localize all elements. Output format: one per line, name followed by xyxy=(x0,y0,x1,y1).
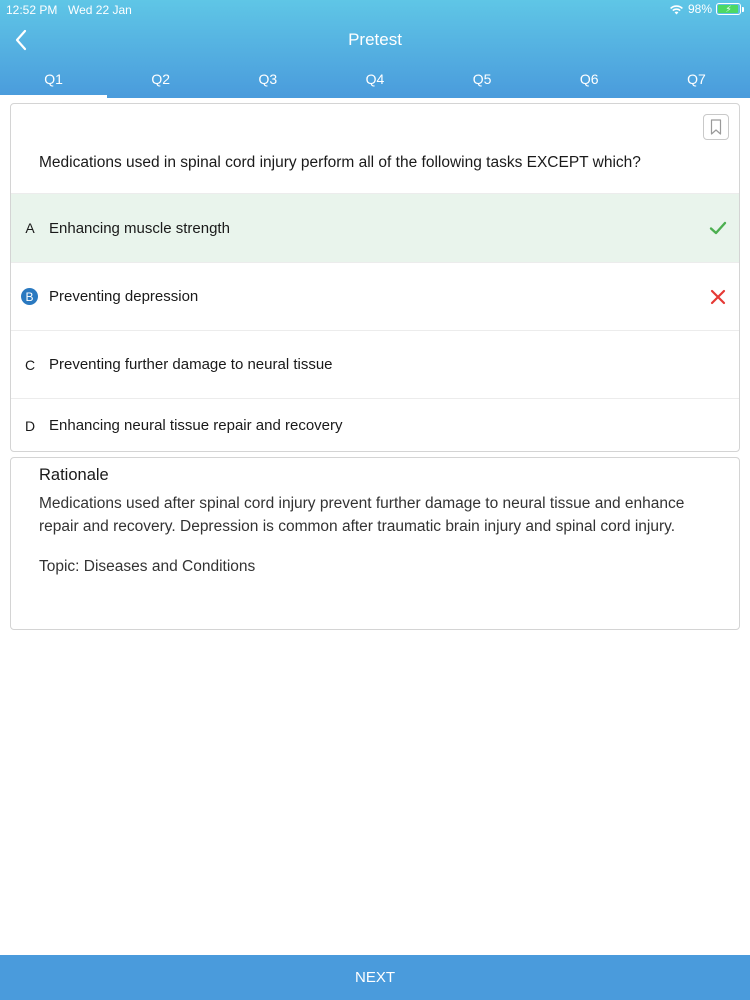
tab-q2[interactable]: Q2 xyxy=(151,71,171,87)
battery-percent: 98% xyxy=(687,2,712,16)
tab-q6[interactable]: Q6 xyxy=(579,71,599,87)
wifi-icon xyxy=(669,4,684,15)
rationale-topic: Topic: Diseases and Conditions xyxy=(39,558,256,575)
option-text: Preventing further damage to neural tissue xyxy=(49,356,333,373)
status-date: Wed 22 Jan xyxy=(68,3,132,17)
option-c[interactable] xyxy=(11,330,740,398)
tab-q7[interactable]: Q7 xyxy=(687,71,706,87)
battery-nub xyxy=(742,7,744,12)
cross-icon xyxy=(709,288,727,306)
bookmark-button[interactable] xyxy=(703,114,729,140)
question-text: Medications used in spinal cord injury perform all of the following tasks EXCEPT which? xyxy=(39,154,641,171)
rationale-body: Medications used after spinal cord injury prevent further damage to neural tissue and enhance repair and recovery. Depression is common after traumatic brain injury and spinal cord injury. xyxy=(39,495,685,535)
checkmark-icon xyxy=(709,219,727,237)
option-letter: C xyxy=(24,356,36,373)
option-letter: D xyxy=(24,417,36,434)
tab-q5[interactable]: Q5 xyxy=(472,71,492,87)
option-d[interactable] xyxy=(11,398,740,452)
app-header xyxy=(0,0,750,98)
option-letter-selected: B xyxy=(21,288,38,305)
status-right xyxy=(669,2,744,16)
status-bar xyxy=(0,0,750,20)
next-button[interactable]: NEXT xyxy=(0,955,750,1000)
tab-q3[interactable]: Q3 xyxy=(258,71,278,87)
option-a[interactable] xyxy=(11,193,740,262)
option-b[interactable] xyxy=(11,262,740,330)
option-letter: A xyxy=(25,220,35,236)
tab-q4[interactable]: Q4 xyxy=(365,71,385,87)
option-text: Enhancing neural tissue repair and recovery xyxy=(49,417,343,434)
question-tabs xyxy=(0,60,750,98)
option-text: Enhancing muscle strength xyxy=(49,219,230,237)
question-card xyxy=(10,103,740,452)
tab-q1[interactable]: Q1 xyxy=(0,60,107,98)
battery-icon: ⚡ xyxy=(716,3,741,15)
status-time: 12:52 PM xyxy=(6,3,58,17)
rationale-title: Rationale xyxy=(39,466,109,484)
rationale-card xyxy=(10,457,740,630)
bookmark-icon xyxy=(710,119,722,135)
option-text: Preventing depression xyxy=(49,288,199,305)
page-title: Pretest xyxy=(348,30,402,49)
